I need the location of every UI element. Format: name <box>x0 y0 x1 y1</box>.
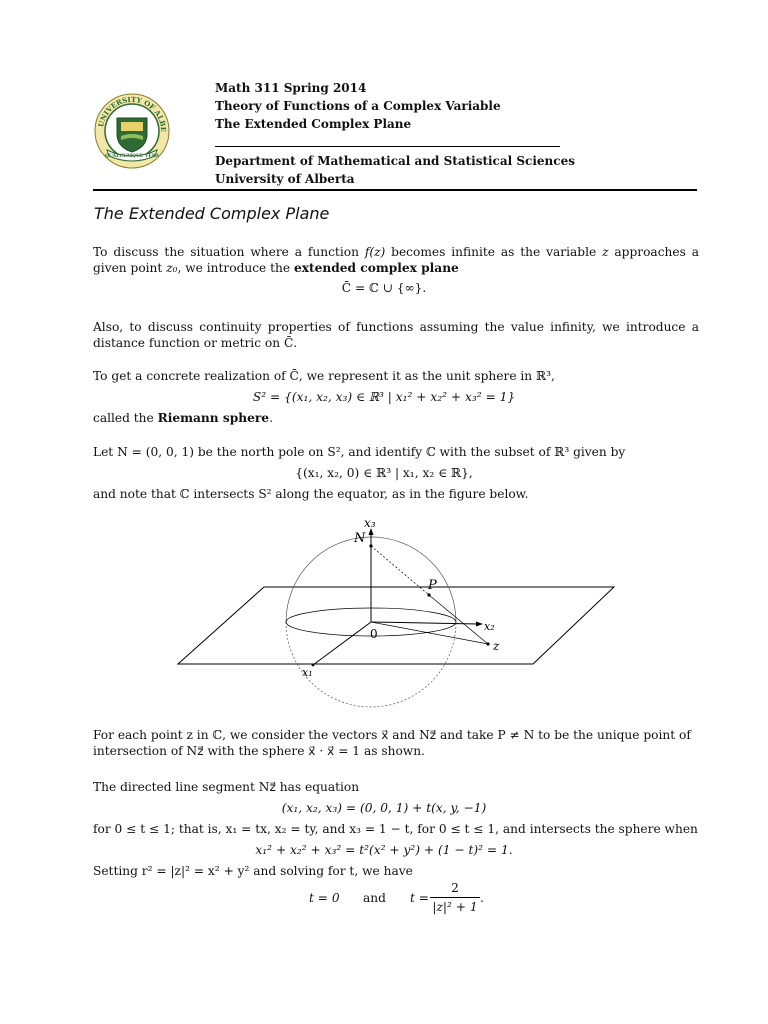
svg-text:UNIVERSITY OF ALBERTA: UNIVERSITY OF ALBE <box>96 94 169 133</box>
header-divider-short <box>215 146 560 147</box>
university-seal-graphic <box>93 92 171 170</box>
solution-t-zero: t = 0 <box>309 891 340 905</box>
equation-intersection: x₁² + x₂² + x₃² = t²(x² + y²) + (1 − t)² = 1. <box>255 843 513 857</box>
riemann-sphere-figure <box>170 512 620 712</box>
complex-plane <box>178 587 614 664</box>
paragraph-intro: To discuss the situation where a function f(z) becomes infinite as the variable z approaches a given point z₀, we introduce the extended complex plane <box>93 245 699 275</box>
solution-and: and <box>363 891 386 905</box>
paragraph-vectors: For each point z in ℂ, we consider the vectors x⃗ and Nz⃗ and take P ≠ N to be the unique point of intersection of Nz⃗ with the sphere x⃗ · x⃗ = 1 as shown. <box>93 728 691 758</box>
paragraph-realization: To get a concrete realization of C̄, we represent it as the unit sphere in ℝ³, <box>93 369 555 383</box>
solution-fraction <box>430 880 480 915</box>
paragraph-metric: Also, to discuss continuity properties of functions assuming the value infinity, we introduce a distance function or metric on C̄. <box>93 320 699 350</box>
point-p <box>427 593 430 596</box>
equation-plane-subset: {(x₁, x₂, 0) ∈ ℝ³ | x₁, x₂ ∈ ℝ}, <box>295 466 473 480</box>
label-origin: 0 <box>370 627 378 641</box>
paragraph-north-pole: Let N = (0, 0, 1) be the north pole on S², and identify ℂ with the subset of ℝ³ given by <box>93 445 626 459</box>
equation-extended-plane: C̄ = ℂ ∪ {∞}. <box>341 281 427 295</box>
paragraph-riemann: called the Riemann sphere. <box>93 411 273 425</box>
x1-axis <box>313 622 371 665</box>
course-subtitle: Theory of Functions of a Complex Variable <box>215 99 501 113</box>
label-p: P <box>428 578 437 593</box>
label-x2: x₂ <box>484 620 495 633</box>
section-title: The Extended Complex Plane <box>94 204 330 223</box>
label-x1: x₁ <box>302 666 313 679</box>
term-riemann-sphere: Riemann sphere <box>157 411 270 425</box>
vector-origin-to-z <box>371 622 488 644</box>
paragraph-parametric: for 0 ≤ t ≤ 1; that is, x₁ = tx, x₂ = ty, and x₃ = 1 − t, for 0 ≤ t ≤ 1, and intersects the sphere when <box>93 822 698 836</box>
fraction-bar <box>430 897 480 898</box>
x2-arrowhead <box>476 622 483 627</box>
equation-line: (x₁, x₂, x₃) = (0, 0, 1) + t(x, y, −1) <box>281 801 487 815</box>
label-z: z <box>493 639 500 653</box>
segment-p-to-z <box>429 595 488 644</box>
segment-n-to-p <box>371 546 429 595</box>
solution-period: . <box>480 891 484 905</box>
paragraph-directed-segment: The directed line segment Nz⃗ has equation <box>93 780 360 794</box>
document-title: The Extended Complex Plane <box>215 117 412 131</box>
university-name: University of Alberta <box>215 172 355 186</box>
department-name: Department of Mathematical and Statistical Sciences <box>215 154 575 168</box>
label-x3: x₃ <box>364 516 376 530</box>
solution-t-lhs: t = <box>410 891 429 905</box>
point-n <box>369 544 372 547</box>
header-divider <box>93 189 697 191</box>
paragraph-equator: and note that ℂ intersects S² along the equator, as in the figure below. <box>93 487 529 501</box>
equation-sphere: S² = {(x₁, x₂, x₃) ∈ ℝ³ | x₁² + x₂² + x₃² = 1} <box>252 390 516 404</box>
label-n: N <box>354 531 366 546</box>
university-seal <box>93 92 171 170</box>
point-z <box>486 642 489 645</box>
svg-text:QUAECUMQUE VERA: QUAECUMQUE VERA <box>104 154 160 159</box>
paragraph-solving: Setting r² = |z|² = x² + y² and solving for t, we have <box>93 864 413 878</box>
term-extended-complex-plane: extended complex plane <box>293 261 459 275</box>
fraction-numerator: 2 <box>451 881 459 895</box>
course-title: Math 311 Spring 2014 <box>215 81 367 95</box>
fraction-denominator: |z|² + 1 <box>432 900 478 914</box>
